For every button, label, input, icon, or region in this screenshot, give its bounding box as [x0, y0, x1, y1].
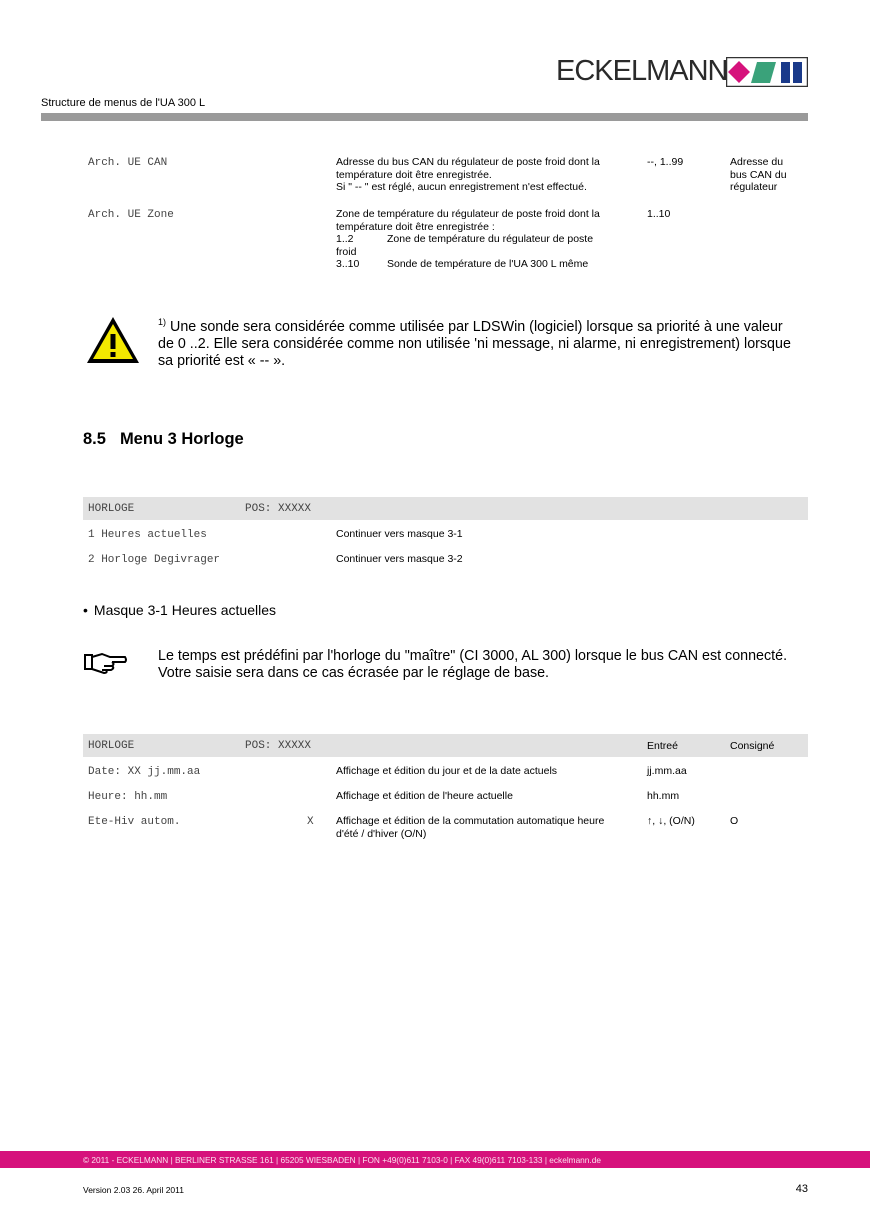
clock-row-entry: jj.mm.aa [647, 765, 687, 777]
clock-row-desc: Affichage et édition du jour et de la date actuels [336, 765, 558, 777]
param-range: 1..10 [647, 208, 671, 220]
footer-version: Version 2.03 26. April 2011 [83, 1185, 184, 1195]
running-title: Structure de menus de l'UA 300 L [41, 97, 206, 109]
param-name: Arch. UE Zone [88, 209, 174, 221]
clock-title: HORLOGE [88, 740, 135, 752]
clock-row-desc: Affichage et édition de l'heure actuelle [336, 790, 513, 802]
param-name: Arch. UE CAN [88, 157, 168, 169]
clock-pos: POS: XXXXX [245, 740, 312, 752]
note-text: Le temps est prédéfini par l'horloge du "maître" (CI 3000, AL 300) lorsque le bus CAN est connecté. Votre saisie sera dans ce cas écrasée par le réglage de base. [158, 648, 788, 681]
menu-title: HORLOGE [88, 503, 135, 515]
logo-diamond-magenta [728, 61, 750, 83]
clock-table-header [83, 734, 808, 757]
logo-diamond-green [751, 62, 776, 83]
brand-logo-text: ECKELMANN [556, 55, 728, 87]
param-desc: Adresse du bus CAN du régulateur de poste froid dont la température doit être enregistrée. Si " -- " est réglé, aucun enregistrement n'est effectué. [336, 156, 600, 193]
clock-row-name: Heure: hh.mm [88, 791, 168, 803]
section-heading: 8.5 Menu 3 Horloge [83, 430, 244, 448]
clock-row-default: O [730, 815, 739, 827]
pointing-hand-icon [82, 651, 128, 675]
menu-item: 2 Horloge Degivrager [88, 554, 221, 566]
menu-item-desc: Continuer vers masque 3-1 [336, 528, 463, 540]
header-rule [41, 113, 808, 121]
param-range: --, 1..99 [647, 156, 684, 168]
menu-pos: POS: XXXXX [245, 503, 312, 515]
col-entry-header: Entreé [647, 740, 678, 752]
menu-table-header [83, 497, 808, 520]
footer-imprint: © 2011 - ECKELMANN | BERLINER STRASSE 161 | 65205 WIESBADEN | FON +49(0)611 7103-0 | FAX 49(0)611 7103-133 | eckelmann.de [83, 1155, 601, 1165]
warning-text: $^{1)}$ Une sonde sera considérée comme utilisée par LDSWin (logiciel) lorsque sa priorité à une valeur de 0 ..2. Elle sera considérée comme non utilisée 'ni message, ni alarme, ni enregistrement) lorsque sa priorité est « -- ». [158, 317, 791, 369]
clock-row-name: Date: XX jj.mm.aa [88, 766, 201, 778]
col-default-header: Consigné [730, 740, 775, 752]
menu-item: 1 Heures actuelles [88, 529, 207, 541]
brand-logo-mark [726, 57, 808, 87]
clock-row-name: Ete-Hiv autom. [88, 816, 181, 828]
param-desc: Zone de température du régulateur de poste froid dont la température doit être enregistrée : 1..2 Zone de température du régulateur de poste froid 3..10 Sonde de température de l'UA 300 L même [336, 208, 600, 270]
page-number: 43 [795, 1183, 808, 1195]
clock-row-entry: ↑, ↓, (O/N) [647, 815, 695, 827]
footer-imprint-bar [0, 1151, 870, 1168]
param-note: Adresse du bus CAN du régulateur [730, 156, 787, 193]
warning-icon [85, 315, 141, 365]
bullet-item: • Masque 3-1 Heures actuelles [83, 602, 277, 618]
clock-row-entry: hh.mm [647, 790, 680, 802]
clock-row-desc: Affichage et édition de la commutation automatique heure d'été / d'hiver (O/N) [336, 815, 605, 840]
menu-item-desc: Continuer vers masque 3-2 [336, 553, 463, 565]
clock-row-x: X [307, 816, 314, 828]
